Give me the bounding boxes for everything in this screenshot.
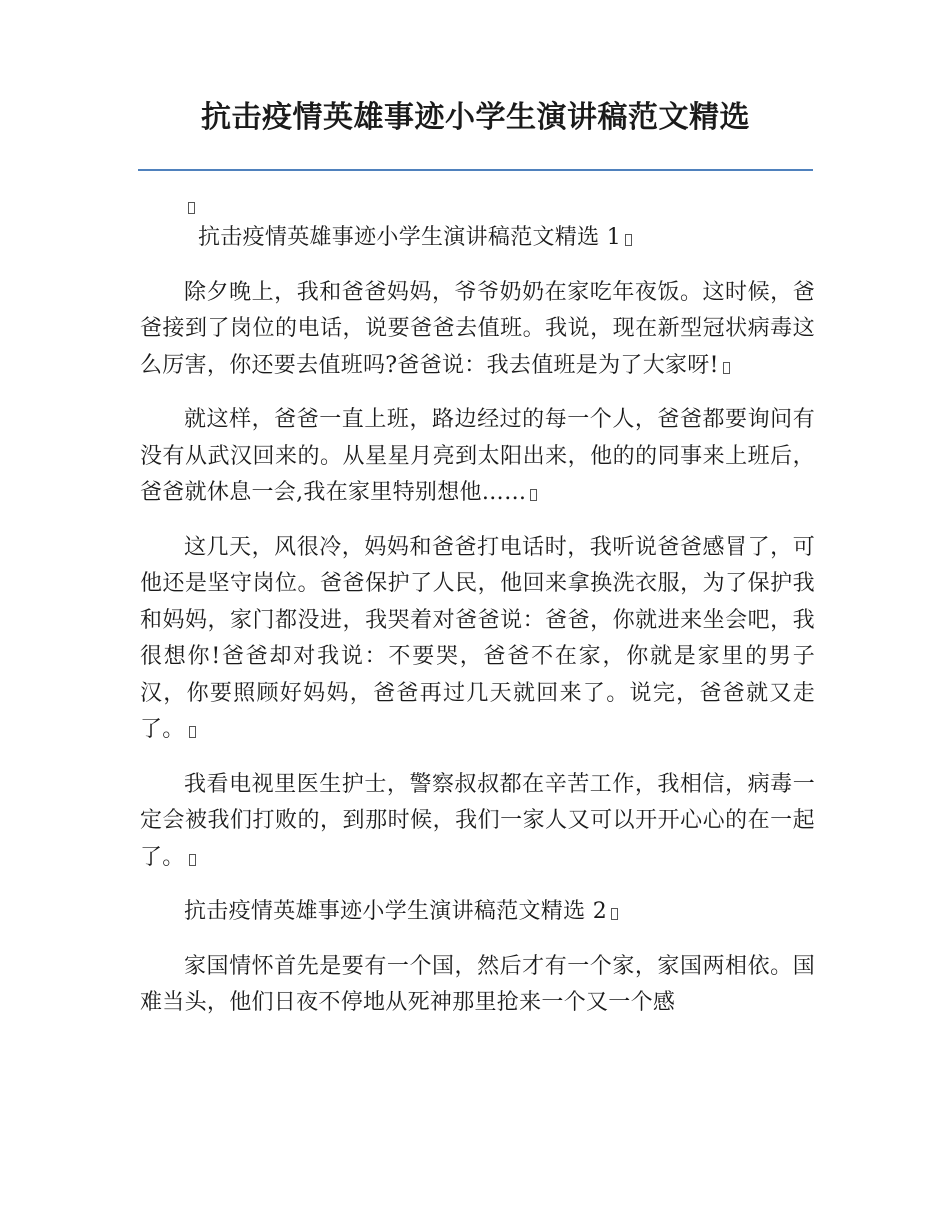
document-body: [140, 192, 815, 1040]
paragraph: 这几天，风很冷，妈妈和爸爸打电话时，我听说爸爸感冒了，可他还是坚守岗位。爸爸保护了人民，他回来拿换洗衣服，为了保护我和妈妈，家门都没进，我哭着对爸爸说：爸爸，你就进来坐会吧，我很想你!爸爸却对我说：不要哭，爸爸不在家，你就是家里的男子汉，你要照顾好妈妈，爸爸再过几天就回来了。说完，爸爸就又走了。: [140, 534, 815, 742]
paragraph-mark-icon: [530, 489, 537, 501]
paragraph-mark-icon: [188, 202, 195, 214]
paragraph-mark-icon: [723, 362, 730, 374]
paragraph-mark-icon: [611, 908, 618, 920]
paragraph-mark-icon: [625, 234, 632, 246]
title-divider: [138, 169, 813, 171]
paragraph: 就这样，爸爸一直上班，路边经过的每一个人，爸爸都要询问有没有从武汉回来的。从星星月亮到太阳出来，他的的同事来上班后，爸爸就休息一会,我在家里特别想他……: [140, 407, 815, 505]
paragraph: 家国情怀首先是要有一个国，然后才有一个家，家国两相依。国难当头，他们日夜不停地从死神那里抢来一个又一个感: [140, 953, 815, 1015]
section-heading-1: 抗击疫情英雄事迹小学生演讲稿范文精选 1: [140, 220, 815, 257]
section-heading-2: 抗击疫情英雄事迹小学生演讲稿范文精选 2: [140, 894, 815, 931]
paragraph-mark-icon: [189, 726, 196, 738]
paragraph: 我看电视里医生护士，警察叔叔都在辛苦工作，我相信，病毒一定会被我们打败的，到那时候，我们一家人又可以开开心心的在一起了。: [140, 771, 815, 870]
paragraph-mark-icon: [189, 854, 196, 866]
paragraph-marker-line: [140, 192, 815, 220]
document-title: 抗击疫情英雄事迹小学生演讲稿范文精选: [201, 100, 750, 135]
paragraph: 除夕晚上，我和爸爸妈妈，爷爷奶奶在家吃年夜饭。这时候，爸爸接到了岗位的电话，说要爸爸去值班。我说，现在新型冠状病毒这么厉害，你还要去值班吗?爸爸说：我去值班是为了大家呀!: [140, 279, 815, 378]
